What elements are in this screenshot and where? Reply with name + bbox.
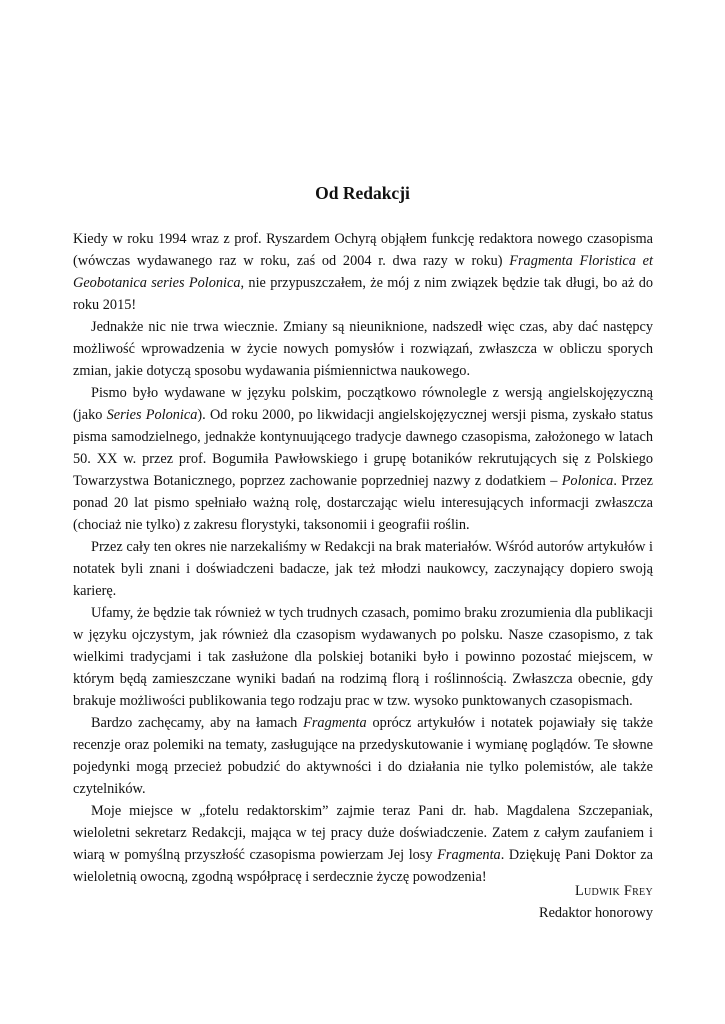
text-run: Przez cały ten okres nie narzekaliśmy w Redakcji na brak materiałów. Wśród autorów artykułów i notatek byli znani i doświadczeni badacze, jak też młodzi naukowcy, zaczynający dopiero swoją karierę. <box>73 539 653 599</box>
paragraph <box>73 382 653 536</box>
page-title: Od Redakcji <box>315 183 410 203</box>
text-run: . Dziękuję Pani Doktor za wieloletnią owocną, zgodną współpracę i serdecznie życzę powodzenia! <box>73 847 653 885</box>
text-run: Kiedy w roku 1994 wraz z prof. Ryszardem Ochyrą objąłem funkcję redaktora nowego czasopisma (wówczas wydawanego raz w roku, zaś od 2004 r. dwa razy w roku) <box>73 231 653 269</box>
paragraph <box>73 712 653 800</box>
author-role: Redaktor honorowy <box>539 905 653 921</box>
italic-text-run: Fragmenta <box>437 847 501 863</box>
text-run: ). Od roku 2000, po likwidacji angielskojęzycznej wersji pisma, zyskało status pisma samodzielnego, jednakże kontynuującego tradycje dawnego czasopisma, założonego w latach 50. XX w. przez prof. Bogumiła Pawłowskiego i grupę botaników rekrutujących się z Polskiego Towarzystwa Botanicznego, poprzez zachowanie poprzedniej nazwy z dodatkiem – <box>73 407 654 489</box>
article-body <box>73 228 653 888</box>
text-run: , nie przypuszczałem, że mój z nim związek będzie tak długi, bo aż do roku 2015! <box>73 275 653 313</box>
text-run: . Przez ponad 20 lat pismo spełniało ważną rolę, dostarczając wielu interesujących informacji zwłaszcza (chociaż nie tylko) z zakresu florystyki, taksonomii i geografii roślin. <box>73 473 654 533</box>
text-run: Bardzo zachęcamy, aby na łamach <box>91 715 304 731</box>
italic-text-run: Series Polonica <box>106 407 198 423</box>
text-run: Jednakże nic nie trwa wiecznie. Zmiany są nieuniknione, nadszedł więc czas, aby dać następcy możliwość wprowadzenia w życie nowych pomysłów i rozwiązań, zwłaszcza w obliczu sporych zmian, jakie dotyczą sposobu wydawania piśmiennictwa naukowego. <box>73 319 653 379</box>
text-run: Ufamy, że będzie tak również w tych trudnych czasach, pomimo braku zrozumienia dla publikacji w języku ojczystym, jak również dla czasopism wydawanych po polsku. Nasze czasopismo, z tak wielkimi tradycjami i tak zasłużone dla polskiej botaniki było i powinno pozostać miejscem, w którym będą zamieszczane wyniki badań na rodzimą florą i roślinnością. Zwłaszcza obecnie, gdy brakuje możliwości publikowania tego rodzaju prac w tzw. wysoko punktowanych czasopismach. <box>73 605 653 709</box>
author-name: Ludwik Frey <box>575 883 653 899</box>
italic-text-run: Fragmenta <box>303 715 367 731</box>
paragraph <box>73 228 653 316</box>
text-run: Pismo było wydawane w języku polskim, początkowo równolegle z wersją angielskojęzyczną (jako <box>73 385 653 423</box>
paragraph <box>73 602 653 712</box>
italic-text-run: Polonica <box>561 473 614 489</box>
paragraph <box>73 316 653 382</box>
paragraph <box>73 536 653 602</box>
text-run: Moje miejsce w „fotelu redaktorskim” zajmie teraz Pani dr. hab. Magdalena Szczepaniak, wieloletni sekretarz Redakcji, mająca w tej pracy duże doświadczenie. Zatem z całym zaufaniem i wiarą w pomyślną przyszłość czasopisma powierzam Jej losy <box>73 803 653 863</box>
paragraph <box>73 800 653 888</box>
italic-text-run: Fragmenta Floristica et Geobotanica series Polonica <box>73 253 653 291</box>
signature-block <box>539 880 653 924</box>
text-run: oprócz artykułów i notatek pojawiały się także recenzje oraz polemiki na tematy, zasługujące na przedyskutowanie i wymianę poglądów. Te słowne pojedynki mogą przecież pobudzić do aktywności i do działania nie tylko polemistów, ale także czytelników. <box>73 715 653 797</box>
